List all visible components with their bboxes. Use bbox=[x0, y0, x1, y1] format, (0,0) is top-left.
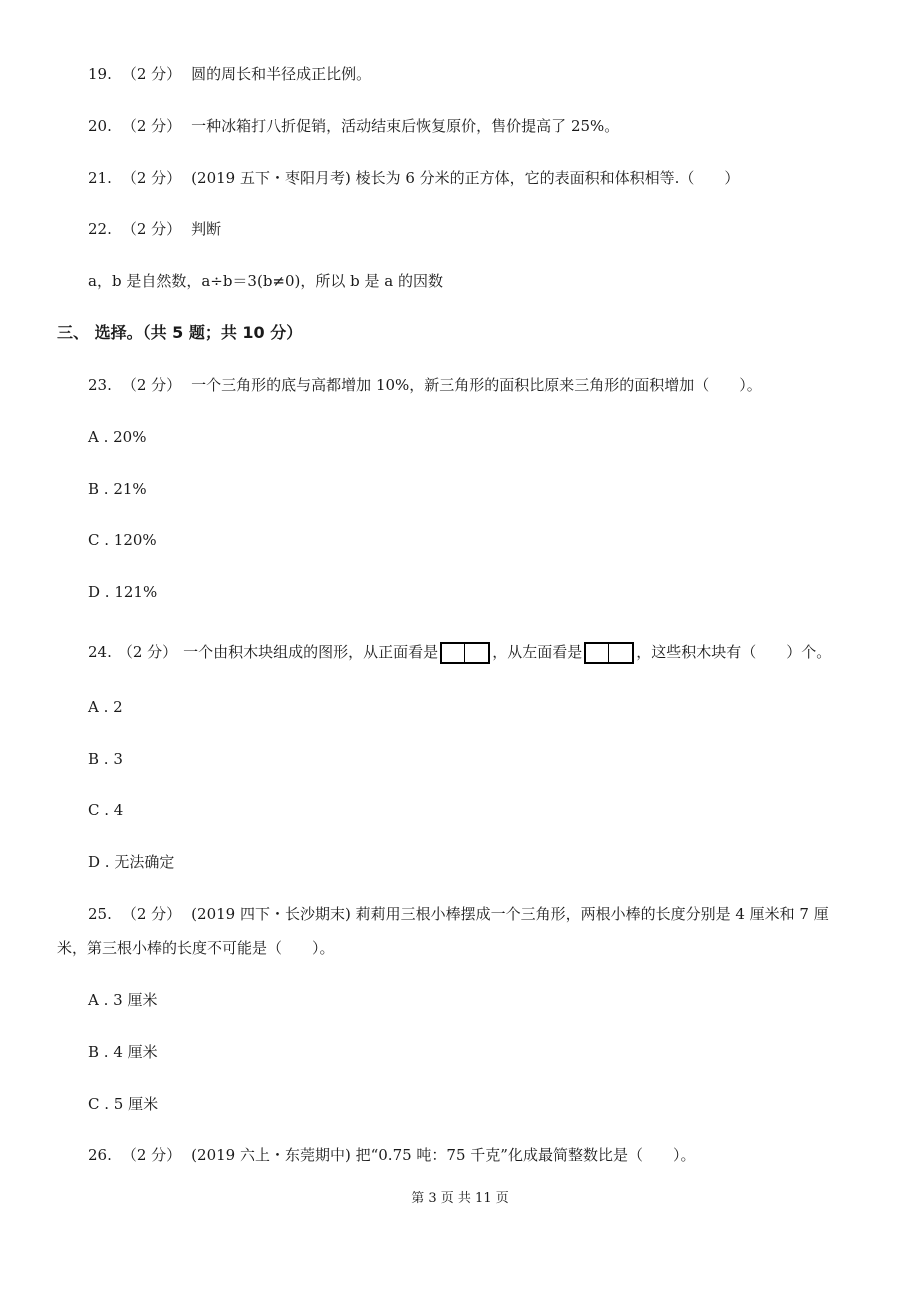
question-score: （2 分） bbox=[121, 65, 182, 83]
question-score: （2 分） bbox=[121, 169, 182, 187]
option-a: A . 20% bbox=[88, 428, 147, 446]
section-heading: 三、 选择。（共 5 题；共 10 分） bbox=[57, 323, 303, 342]
question-score: （2 分） bbox=[121, 376, 182, 394]
question-score: （2 分） bbox=[117, 643, 178, 661]
question-text: 一个三角形的底与高都增加 10%，新三角形的面积比原来三角形的面积增加（ ）。 bbox=[191, 376, 762, 394]
question-text: (2019 六上・东莞期中) 把“0.75 吨：75 千克”化成最简整数比是（ ）。 bbox=[191, 1146, 696, 1164]
question-number: 22. bbox=[88, 220, 112, 238]
question-text-part1: 一个由积木块组成的图形，从正面看是 bbox=[183, 643, 439, 661]
question-26 bbox=[88, 1145, 695, 1165]
question-24 bbox=[88, 642, 831, 664]
option-c: C . 4 bbox=[88, 801, 124, 819]
question-number: 20. bbox=[88, 117, 112, 135]
question-score: （2 分） bbox=[121, 117, 182, 135]
page-footer: 第 3 页 共 11 页 bbox=[411, 1191, 509, 1206]
left-view-figure bbox=[584, 642, 634, 664]
question-25-continuation: 米，第三根小棒的长度不可能是（ ）。 bbox=[57, 939, 335, 957]
option-c: C . 120% bbox=[88, 531, 157, 549]
question-number: 19. bbox=[88, 65, 112, 83]
option-b: B . 3 bbox=[88, 750, 123, 768]
question-text: (2019 五下・枣阳月考) 棱长为 6 分米的正方体，它的表面积和体积相等.（ ） bbox=[191, 169, 740, 187]
option-a: A . 2 bbox=[88, 698, 123, 716]
question-21 bbox=[88, 168, 739, 188]
question-text-part3: ，这些积木块有（ ）个。 bbox=[636, 643, 832, 661]
option-d: D . 无法确定 bbox=[88, 853, 175, 871]
question-number: 23. bbox=[88, 376, 112, 394]
question-20 bbox=[88, 116, 619, 136]
question-number: 25. bbox=[88, 905, 112, 923]
option-b: B . 4 厘米 bbox=[88, 1043, 158, 1061]
question-text-part2: ，从左面看是 bbox=[492, 643, 583, 661]
option-a: A . 3 厘米 bbox=[88, 991, 158, 1009]
question-text: 圆的周长和半径成正比例。 bbox=[191, 65, 372, 83]
option-c: C . 5 厘米 bbox=[88, 1095, 159, 1113]
question-score: （2 分） bbox=[121, 220, 182, 238]
question-23 bbox=[88, 375, 762, 395]
front-view-figure bbox=[440, 642, 490, 664]
question-score: （2 分） bbox=[121, 905, 182, 923]
question-text: 一种冰箱打八折促销，活动结束后恢复原价，售价提高了 25%。 bbox=[191, 117, 620, 135]
question-text-line1: (2019 四下・长沙期末) 莉莉用三根小棒摆成一个三角形，两根小棒的长度分别是 4 厘米和 7 厘 bbox=[191, 905, 829, 923]
question-number: 21. bbox=[88, 169, 112, 187]
option-d: D . 121% bbox=[88, 583, 158, 601]
question-number: 24. bbox=[88, 643, 112, 661]
question-19 bbox=[88, 64, 371, 84]
question-25 bbox=[88, 904, 829, 924]
question-22 bbox=[88, 219, 221, 239]
option-b: B . 21% bbox=[88, 480, 147, 498]
question-22-statement: a，b 是自然数，a÷b＝3(b≠0)，所以 b 是 a 的因数 bbox=[88, 272, 444, 290]
question-score: （2 分） bbox=[121, 1146, 182, 1164]
question-text: 判断 bbox=[191, 220, 222, 238]
question-number: 26. bbox=[88, 1146, 112, 1164]
